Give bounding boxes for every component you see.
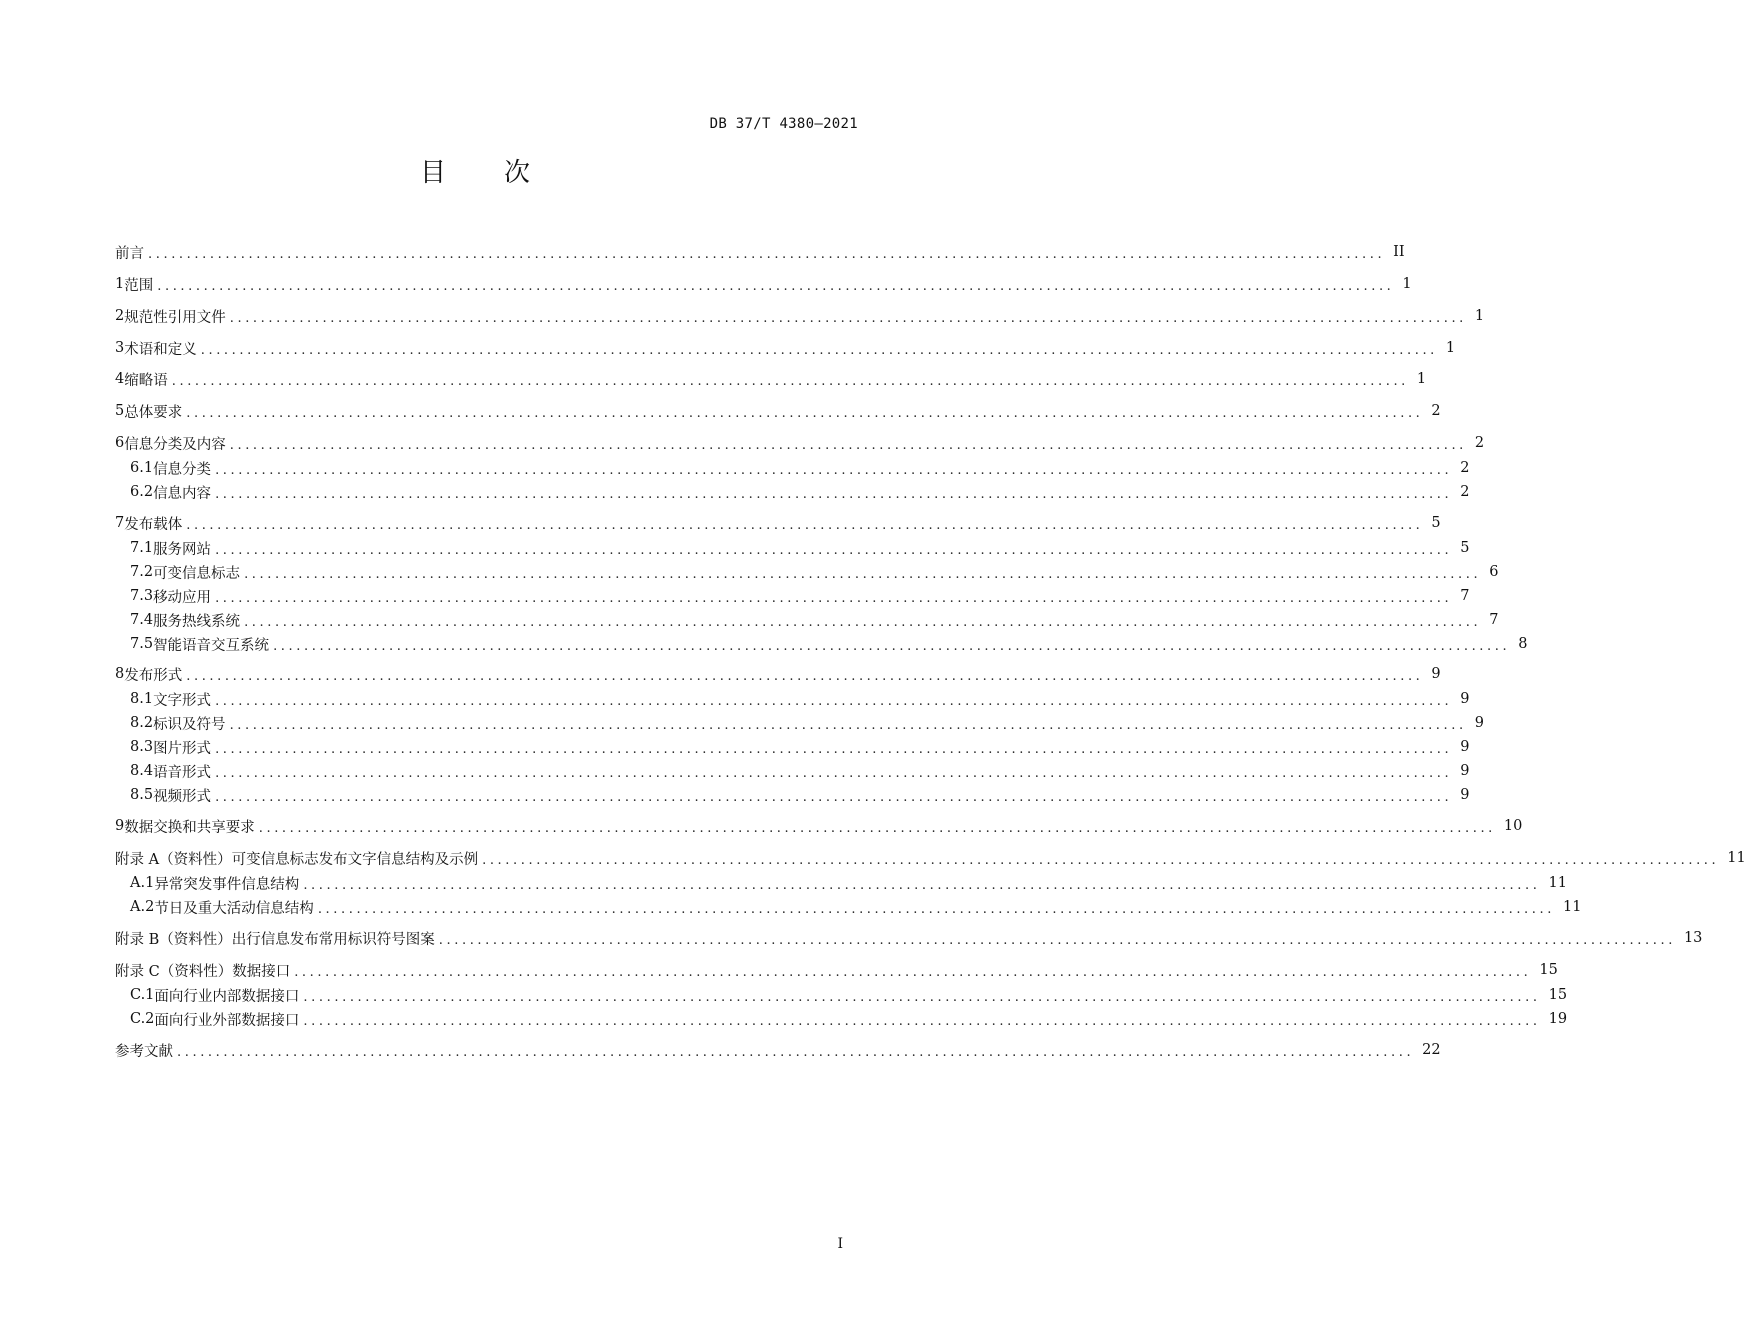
dot-leader: ................................................................................................................................................................ [273, 638, 1511, 654]
document-code: DB 37/T 4380—2021 [709, 116, 858, 132]
toc-entry-label: 范围 [124, 277, 154, 294]
toc-entry-appendix-b[interactable] [115, 928, 1703, 948]
toc-entry-number: 8.1 [130, 691, 154, 707]
toc-entry-page: 1 [1402, 276, 1412, 292]
toc-entry-7-2[interactable] [130, 562, 1499, 582]
toc-entry-2[interactable] [115, 306, 1485, 326]
toc-entry-number: 9 [115, 818, 125, 834]
toc-entry-label: 总体要求 [124, 404, 183, 421]
toc-entry-label: 前言 [115, 245, 144, 262]
dot-leader: ................................................................................................................................................................ [215, 462, 1453, 478]
toc-entry-page: 1 [1416, 371, 1427, 387]
toc-entry-8-4[interactable] [130, 761, 1470, 781]
dot-leader: ................................................................................................................................................................ [148, 246, 1386, 262]
toc-entry-page: 2 [1460, 460, 1470, 476]
toc-entry-appendix-title: 可变信息标志发布文字信息结构及示例 [231, 851, 479, 868]
toc-entry-6[interactable] [115, 433, 1485, 453]
toc-entry-6-1[interactable] [130, 458, 1470, 478]
toc-entry-number: 4 [115, 371, 125, 387]
toc-entry-appendix-title: 数据接口 [232, 963, 291, 980]
toc-entry-label: 信息分类 [153, 461, 212, 478]
page-number: I [837, 1236, 843, 1252]
dot-leader: ................................................................................................................................................................ [215, 590, 1453, 606]
dot-leader: ................................................................................................................................................................ [303, 989, 1541, 1005]
dot-leader: ................................................................................................................................................................ [317, 901, 1555, 917]
toc-entry-a-1[interactable] [130, 873, 1567, 893]
dot-leader: ................................................................................................................................................................ [215, 765, 1453, 781]
toc-entry-label: 参考文献 [115, 1043, 173, 1060]
toc-entry-label: 节日及重大活动信息结构 [154, 900, 314, 917]
toc-entry-page: 15 [1548, 987, 1568, 1003]
toc-entry-number: 8.2 [130, 715, 154, 731]
toc-entry-4[interactable] [115, 369, 1427, 389]
toc-entry-3[interactable] [115, 338, 1456, 358]
toc-entry-a-2[interactable] [130, 897, 1582, 917]
toc-entry-label: 面向行业内部数据接口 [154, 988, 300, 1005]
dot-leader: ................................................................................................................................................................ [157, 278, 1395, 294]
toc-entry-7[interactable] [115, 513, 1441, 533]
dot-leader: ................................................................................................................................................................ [438, 932, 1676, 948]
toc-entry-page: 6 [1489, 564, 1499, 580]
toc-entry-label: 标识及符号 [153, 716, 226, 733]
toc-entry-number: 7.3 [130, 588, 154, 604]
toc-entry-page: 9 [1460, 763, 1470, 779]
toc-entry-page: 19 [1548, 1011, 1568, 1027]
dot-leader: ................................................................................................................................................................ [229, 437, 1467, 453]
toc-entry-number: C.1 [130, 987, 155, 1003]
toc-entry-page: 2 [1460, 484, 1470, 500]
toc-entry-9[interactable] [115, 816, 1523, 836]
toc-entry-page: 11 [1727, 850, 1746, 866]
toc-entry-8[interactable] [115, 664, 1441, 684]
dot-leader: ................................................................................................................................................................ [303, 1013, 1541, 1029]
toc-entry-label: 服务网站 [153, 541, 212, 558]
toc-entry-page: 15 [1539, 962, 1558, 978]
dot-leader: ................................................................................................................................................................ [215, 693, 1453, 709]
toc-entry-page: 9 [1460, 691, 1470, 707]
dot-leader: ................................................................................................................................................................ [258, 820, 1496, 836]
toc-entry-page: 9 [1474, 715, 1484, 731]
toc-entry-page: 9 [1460, 787, 1470, 803]
toc-entry-number: 8.3 [130, 739, 154, 755]
toc-entry-label: 发布载体 [124, 516, 183, 533]
dot-leader: ................................................................................................................................................................ [215, 789, 1453, 805]
dot-leader: ................................................................................................................................................................ [303, 877, 1541, 893]
toc-entry-number: 6 [115, 435, 125, 451]
toc-entry-8-5[interactable] [130, 785, 1470, 805]
toc-entry-number: 2 [115, 308, 125, 324]
toc-entry-page: II [1393, 244, 1405, 260]
toc-entry-label: 语音形式 [153, 764, 212, 781]
toc-entry-8-3[interactable] [130, 737, 1470, 757]
toc-entry-c-1[interactable] [130, 985, 1568, 1005]
dot-leader: ................................................................................................................................................................ [200, 342, 1438, 358]
toc-entry-label: 视频形式 [153, 788, 212, 805]
title-char-2: 次 [504, 158, 531, 188]
toc-entry-page: 1 [1445, 340, 1456, 356]
toc-entry-5[interactable] [115, 401, 1441, 421]
dot-leader: ................................................................................................................................................................ [186, 517, 1424, 533]
toc-entry-number: 7 [115, 515, 125, 531]
toc-entry-page: 2 [1474, 435, 1485, 451]
dot-leader: ................................................................................................................................................................ [215, 542, 1453, 558]
toc-entry-label: 缩略语 [124, 372, 168, 389]
toc-entry-appendix-c[interactable] [115, 960, 1558, 980]
toc-entry-page: 8 [1518, 636, 1528, 652]
toc-entry-number: 8.5 [130, 787, 154, 803]
toc-entry-number: 5 [115, 403, 125, 419]
toc-entry-number: A.2 [130, 899, 155, 915]
dot-leader: ................................................................................................................................................................ [177, 1044, 1415, 1060]
toc-entry-preface[interactable] [115, 242, 1405, 262]
toc-entry-7-5[interactable] [130, 634, 1528, 654]
toc-entry-label: 发布形式 [124, 667, 183, 684]
toc-entry-label: 规范性引用文件 [124, 309, 226, 326]
toc-entry-page: 11 [1562, 899, 1582, 915]
toc-entry-number: C.2 [130, 1011, 155, 1027]
toc-entry-page: 9 [1460, 739, 1470, 755]
toc-entry-label: 可变信息标志 [153, 565, 241, 582]
toc-entry-page: 10 [1503, 818, 1523, 834]
toc-entry-page: 13 [1683, 930, 1703, 946]
toc-entry-1[interactable] [115, 274, 1412, 294]
toc-entry-page: 2 [1431, 403, 1441, 419]
toc-entry-label: 信息分类及内容 [124, 436, 226, 453]
toc-entry-label: 移动应用 [153, 589, 212, 606]
toc-entry-number: A.1 [130, 875, 155, 891]
toc-entry-label: 数据交换和共享要求 [124, 819, 255, 836]
toc-entry-6-2[interactable] [130, 482, 1470, 502]
dot-leader: ................................................................................................................................................................ [482, 852, 1720, 868]
toc-entry-8-1[interactable] [130, 689, 1470, 709]
toc-entry-label: 面向行业外部数据接口 [154, 1012, 300, 1029]
toc-entry-8-2[interactable] [130, 713, 1484, 733]
toc-entry-label: 服务热线系统 [153, 613, 241, 630]
dot-leader: ................................................................................................................................................................ [186, 405, 1424, 421]
toc-entry-appendix-title: 出行信息发布常用标识符号图案 [231, 931, 435, 948]
toc-entry-number: 8 [115, 666, 125, 682]
toc-entry-number: 8.4 [130, 763, 154, 779]
toc-entry-page: 5 [1460, 540, 1470, 556]
toc-entry-page: 9 [1431, 666, 1441, 682]
toc-entry-label: 附录 B（资料性） [115, 931, 232, 948]
dot-leader: ................................................................................................................................................................ [229, 717, 1467, 733]
toc-entry-label: 信息内容 [153, 485, 212, 502]
dot-leader: ................................................................................................................................................................ [294, 964, 1532, 980]
toc-entry-c-2[interactable] [130, 1009, 1568, 1029]
toc-entry-page: 7 [1460, 588, 1470, 604]
toc-entry-label: 智能语音交互系统 [153, 637, 270, 654]
toc-entry-appendix-a[interactable] [115, 848, 1746, 868]
dot-leader: ................................................................................................................................................................ [244, 566, 1482, 582]
toc-entry-number: 6.2 [130, 484, 154, 500]
dot-leader: ................................................................................................................................................................ [229, 310, 1467, 326]
toc-entry-7-1[interactable] [130, 538, 1470, 558]
toc-entry-label: 文字形式 [153, 692, 212, 709]
toc-entry-label: 附录 C（资料性） [115, 963, 233, 980]
toc-entry-7-3[interactable] [130, 586, 1470, 606]
dot-leader: ................................................................................................................................................................ [215, 486, 1453, 502]
toc-entry-page: 7 [1489, 612, 1499, 628]
toc-entry-number: 7.1 [130, 540, 154, 556]
toc-entry-number: 7.5 [130, 636, 154, 652]
dot-leader: ................................................................................................................................................................ [186, 668, 1424, 684]
toc-entry-page: 5 [1431, 515, 1441, 531]
toc-entry-label: 异常突发事件信息结构 [154, 876, 300, 893]
toc-entry-number: 7.4 [130, 612, 154, 628]
dot-leader: ................................................................................................................................................................ [215, 741, 1453, 757]
toc-entry-number: 3 [115, 340, 125, 356]
toc-entry-label: 术语和定义 [124, 341, 197, 358]
title-char-1: 目 [419, 158, 446, 188]
toc-entry-page: 1 [1474, 308, 1485, 324]
toc-entry-label: 图片形式 [153, 740, 212, 757]
toc-entry-page: 11 [1548, 875, 1567, 891]
dot-leader: ................................................................................................................................................................ [171, 373, 1409, 389]
toc-entry-label: 附录 A（资料性） [115, 851, 232, 868]
toc-entry-7-4[interactable] [130, 610, 1499, 630]
dot-leader: ................................................................................................................................................................ [244, 614, 1482, 630]
toc-entry-number: 1 [115, 276, 125, 292]
toc-entry-number: 7.2 [130, 564, 154, 580]
toc-entry-references[interactable] [115, 1040, 1441, 1060]
toc-entry-number: 6.1 [130, 460, 154, 476]
toc-entry-page: 22 [1422, 1042, 1441, 1058]
